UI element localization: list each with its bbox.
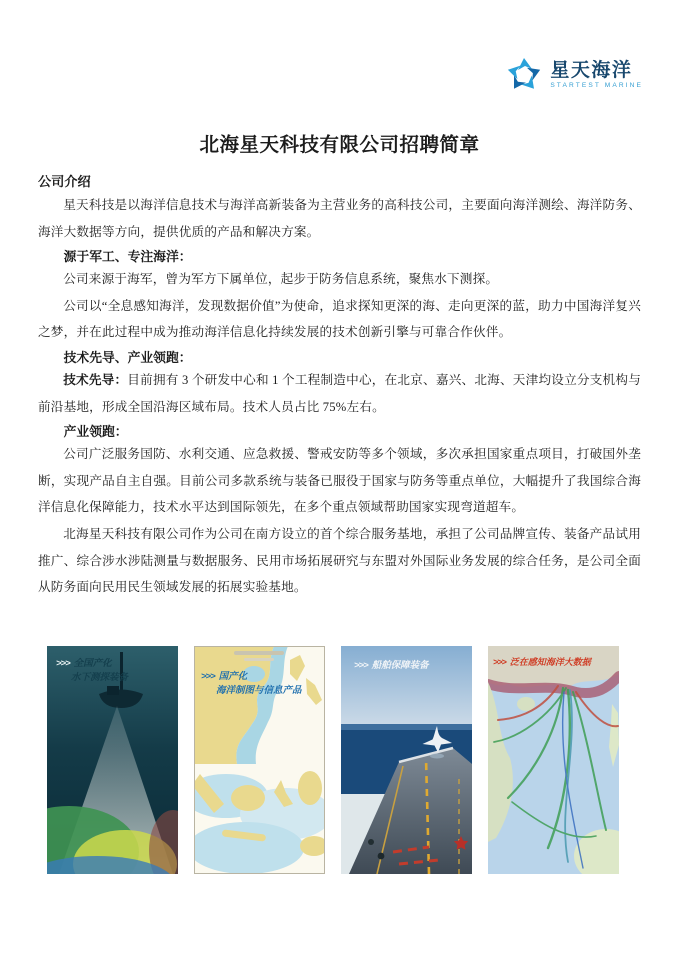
gallery-item-underwater (47, 646, 178, 874)
image-gallery (47, 646, 619, 874)
caption-chart (201, 670, 302, 698)
logo-text (550, 61, 643, 90)
caption-line1: 泛在感知海洋大数据 (509, 657, 591, 667)
tech-lead-label: 技术先导： (63, 372, 128, 387)
paragraph-industry: 公司广泛服务国防、水利交通、应急救援、警戒安防等多个领域，多次承担国家重点项目，打破国外垄断，实现产品自主自强。目前公司多款系统与装备已服役于国家与防务等重点单位，大幅提升了我国综合海洋信息化保障能力，技术水平达到国际领先，在多个重点领域帮助国家实现弯道超车。 (38, 447, 641, 515)
paragraph-origin: 公司来源于海军，曾为军方下属单位，起步于防务信息系统，聚焦水下测探。 (63, 272, 499, 287)
caption-line2: 水下测探装备 (71, 671, 129, 683)
company-logo (505, 56, 643, 94)
gallery-item-bigdata (488, 646, 619, 874)
heading-company-intro: 公司介绍 (38, 174, 91, 189)
paragraph-mission: 公司以“全息感知海洋，发现数据价值”为使命，追求探知更深的海、走向更深的蓝，助力中国海洋复兴之梦，并在此过程中成为推动海洋信息化持续发展的技术创新引擎与可靠合作伙伴。 (38, 298, 641, 340)
paragraph-beihai-base: 北海星天科技有限公司作为公司在南方设立的首个综合服务基地，承担了公司品牌宣传、装备产品试用推广、综合涉水涉陆测量与数据服务、民用市场拓展研究与东盟对外国际业务发展的综合任务，是公司全面从防务面向民用民生领域发展的拓展实验基地。 (38, 526, 641, 595)
document-body (38, 129, 641, 601)
subheading-tech-industry: 技术先导、产业领跑： (63, 350, 192, 365)
tech-lead-body: 目前拥有 3 个研发中心和 1 个工程制造中心，在北京、嘉兴、北海、天津均设立分支机构与前沿基地，形成全国沿海区域布局。技术人员占比 75%左右。 (38, 372, 641, 414)
caption-carrier (354, 659, 429, 673)
ocean-bigdata-map-image (488, 646, 619, 874)
caption-line1: 国产化 (218, 671, 248, 682)
logo-name-cn: 星天海洋 (550, 59, 633, 81)
caption-bigdata (493, 656, 591, 669)
paragraph-tech-leadership (38, 367, 641, 420)
gallery-item-carrier (341, 646, 472, 874)
carrier-deck-image (341, 646, 472, 874)
subheading-industry-leading: 产业领跑： (63, 425, 128, 440)
page-title: 北海星天科技有限公司招聘简章 (199, 135, 480, 156)
chevron-icon: >>> (354, 660, 368, 671)
paragraph-company-overview: 星天科技是以海洋信息技术与海洋高新装备为主营业务的高科技公司，主要面向海洋测绘、海洋防务、海洋大数据等方向，提供优质的产品和解决方案。 (38, 198, 641, 239)
caption-line1: 船舶保障装备 (371, 660, 429, 671)
caption-underwater (56, 657, 128, 685)
logo-name-en: STARTEST MARINE (550, 81, 643, 89)
chevron-icon: >>> (56, 658, 70, 669)
gallery-item-chart (194, 646, 325, 874)
subheading-military-origin: 源于军工、专注海洋： (63, 250, 192, 265)
chevron-icon: >>> (493, 657, 506, 667)
caption-line2: 海洋制图与信息产品 (216, 684, 302, 696)
pinwheel-star-icon (505, 56, 543, 94)
caption-line1: 全国产化 (73, 658, 112, 669)
chevron-icon: >>> (201, 671, 215, 682)
